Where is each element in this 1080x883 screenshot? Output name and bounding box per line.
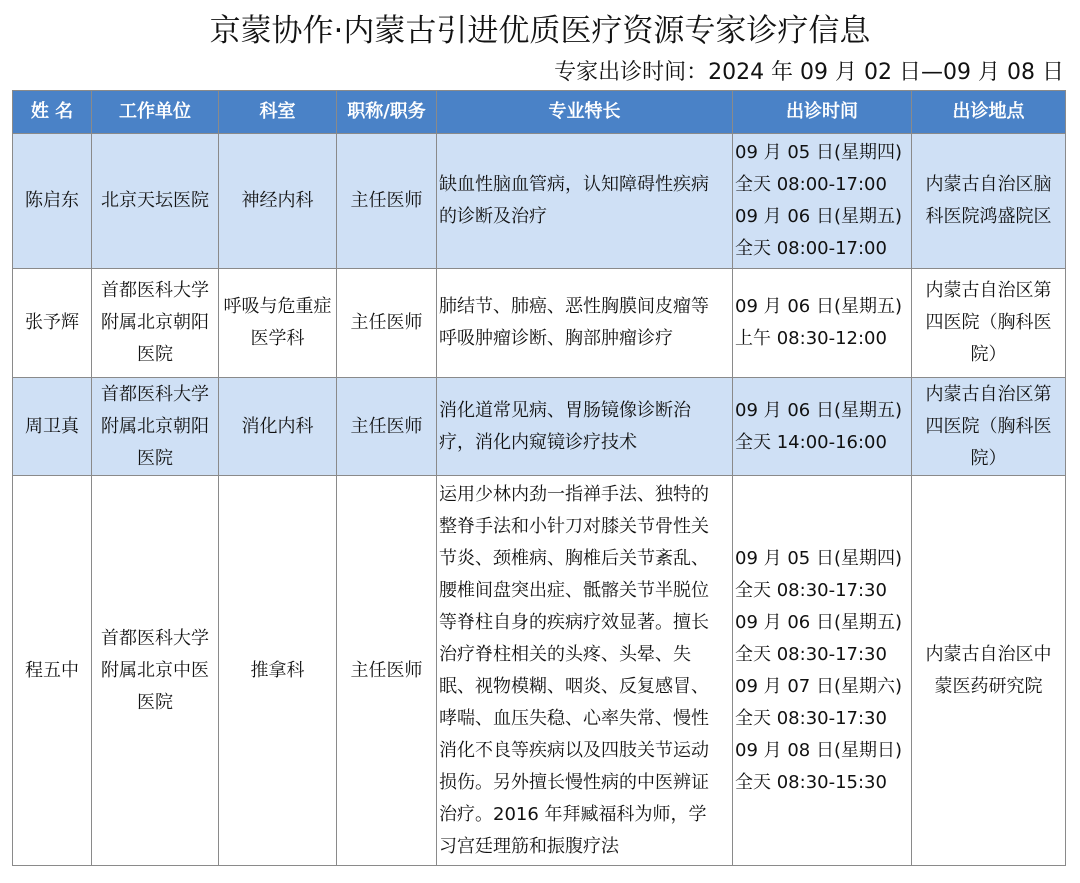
- cell-unit: 北京天坛医院: [92, 134, 219, 269]
- cell-location: 内蒙古自治区第 四医院（胸科医 院）: [912, 269, 1066, 378]
- cell-specialty: 肺结节、肺癌、恶性胸膜间皮瘤等 呼吸肿瘤诊断、胸部肿瘤诊疗: [437, 269, 733, 378]
- cell-specialty: 消化道常见病、胃肠镜像诊断治 疗，消化内窥镜诊疗技术: [437, 378, 733, 476]
- cell-name: 陈启东: [13, 134, 92, 269]
- table-row: [13, 476, 1066, 866]
- table-row: [13, 378, 1066, 476]
- cell-time: 09 月 05 日(星期四) 全天 08:00-17:00 09 月 06 日(星期五) 全天 08:00-17:00: [733, 134, 912, 269]
- cell-unit: 首都医科大学 附属北京朝阳 医院: [92, 378, 219, 476]
- header-time: 出诊时间: [733, 91, 912, 134]
- table-row: [13, 269, 1066, 378]
- cell-name: 张予辉: [13, 269, 92, 378]
- cell-time: 09 月 05 日(星期四) 全天 08:30-17:30 09 月 06 日(星期五) 全天 08:30-17:30 09 月 07 日(星期六) 全天 08:30-17:30 09 月 08 日(星期日) 全天 08:30-15:30: [733, 476, 912, 866]
- cell-location: 内蒙古自治区脑 科医院鸿盛院区: [912, 134, 1066, 269]
- header-specialty: 专业特长: [437, 91, 733, 134]
- cell-time: 09 月 06 日(星期五) 全天 14:00-16:00: [733, 378, 912, 476]
- cell-dept: 推拿科: [219, 476, 337, 866]
- header-location: 出诊地点: [912, 91, 1066, 134]
- cell-title: 主任医师: [337, 476, 437, 866]
- cell-unit: 首都医科大学 附属北京朝阳 医院: [92, 269, 219, 378]
- cell-name: 周卫真: [13, 378, 92, 476]
- header-dept: 科室: [219, 91, 337, 134]
- page-title: 京蒙协作·内蒙古引进优质医疗资源专家诊疗信息: [209, 13, 871, 49]
- cell-location: 内蒙古自治区第 四医院（胸科医 院）: [912, 378, 1066, 476]
- cell-time: 09 月 06 日(星期五) 上午 08:30-12:00: [733, 269, 912, 378]
- header-name: 姓 名: [13, 91, 92, 134]
- header-unit: 工作单位: [92, 91, 219, 134]
- header-title: 职称/职务: [337, 91, 437, 134]
- cell-specialty: 运用少林内劲一指禅手法、独特的 整脊手法和小针刀对膝关节骨性关 节炎、颈椎病、胸椎后关节紊乱、 腰椎间盘突出症、骶髂关节半脱位 等脊柱自身的疾病疗效显著。擅长 治疗脊柱相关的头疼、头晕、失 眠、视物模糊、咽炎、反复感冒、 哮喘、血压失稳、心率失常、慢性 消化不良等疾病以及四肢关节运动 损伤。另外擅长慢性病的中医辨证 治疗。2016 年拜臧福科为师，学 习宫廷理筋和振腹疗法: [437, 476, 733, 866]
- table-header-row: [13, 91, 1066, 134]
- cell-title: 主任医师: [337, 134, 437, 269]
- cell-dept: 呼吸与危重症 医学科: [219, 269, 337, 378]
- expert-schedule-table: [12, 90, 1066, 866]
- cell-unit: 首都医科大学 附属北京中医 医院: [92, 476, 219, 866]
- cell-dept: 神经内科: [219, 134, 337, 269]
- cell-dept: 消化内科: [219, 378, 337, 476]
- cell-location: 内蒙古自治区中 蒙医药研究院: [912, 476, 1066, 866]
- table-row: [13, 134, 1066, 269]
- cell-title: 主任医师: [337, 378, 437, 476]
- cell-name: 程五中: [13, 476, 92, 866]
- cell-specialty: 缺血性脑血管病，认知障碍性疾病 的诊断及治疗: [437, 134, 733, 269]
- cell-title: 主任医师: [337, 269, 437, 378]
- schedule-period: 专家出诊时间：2024 年 09 月 02 日—09 月 08 日: [554, 60, 1064, 85]
